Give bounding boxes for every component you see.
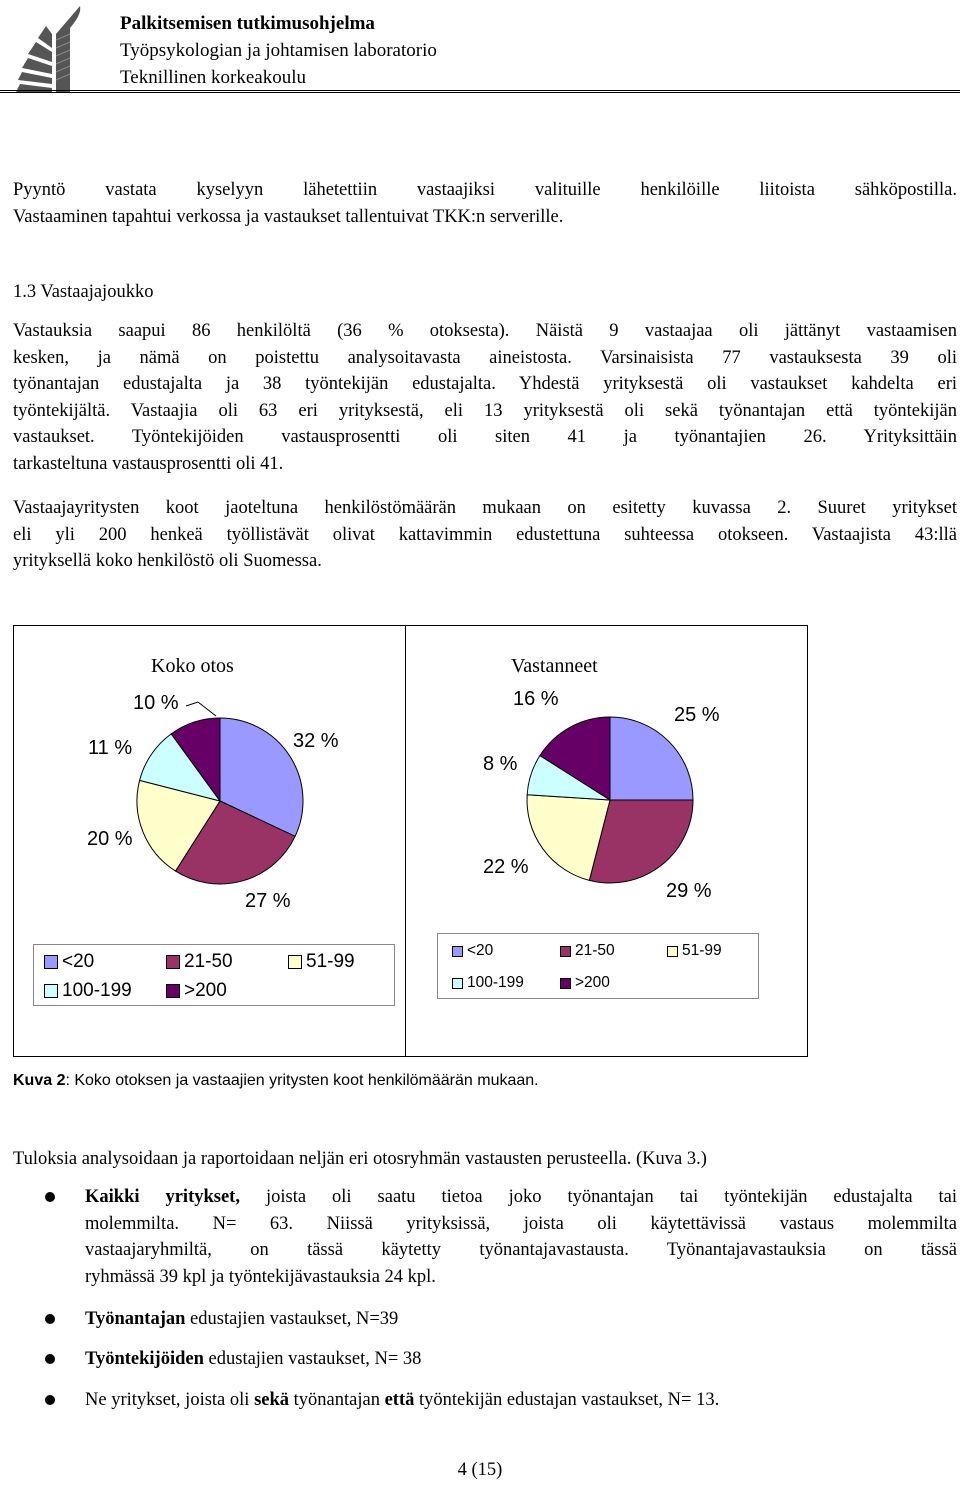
program-name: Palkitsemisen tutkimusohjelma (120, 13, 375, 34)
legend-item (452, 974, 524, 992)
pie-label: 20 % (87, 828, 133, 850)
legend-koko-otos (33, 944, 395, 1006)
legend-label: 21-50 (184, 951, 233, 972)
paragraph-company-sizes (13, 495, 957, 575)
bold-text: Työnantajan (85, 1309, 186, 1329)
paragraph-groups: Tuloksia analysoidaan ja raportoidaan neljän eri otosryhmän vastausten perusteella. (Kuva 3.) (13, 1149, 707, 1169)
pie-label: 22 % (483, 856, 529, 878)
bullet-marker (45, 1395, 55, 1405)
text-line: Pyyntö vastata kyselyyn lähetettiin vastaajiksi valituille henkilöille liitoista sähköpostilla. (13, 180, 957, 200)
bullet-item-all-companies (85, 1184, 957, 1290)
legend-item (166, 951, 233, 973)
text-line: tarkasteltuna vastausprosentti oli 41. (13, 453, 284, 474)
legend-item (560, 942, 615, 960)
bullet-item-employers (85, 1306, 957, 1333)
legend-item (44, 951, 94, 973)
bold-text: Työntekijöiden (85, 1349, 204, 1369)
intro-paragraph (13, 177, 957, 230)
bullet-marker (45, 1314, 55, 1324)
caption-text: : Koko otoksen ja vastaajien yritysten koot henkilömäärän mukaan. (65, 1072, 539, 1089)
caption-label: Kuva 2 (13, 1072, 66, 1089)
text-span: joista oli saatu tietoa joko työnantajan tai työntekijän edustajalta tai (239, 1187, 957, 1207)
text-span: Ne yritykset, joista oli (85, 1390, 255, 1410)
text-line: yrityksellä koko henkilöstö oli Suomessa. (13, 551, 322, 571)
text-span: edustajien vastaukset, N=39 (185, 1309, 399, 1329)
text-line: ryhmässä 39 kpl ja työntekijävastauksia 24 kpl. (85, 1266, 436, 1287)
legend-item (452, 942, 493, 960)
legend-label: 51-99 (306, 951, 355, 972)
text-line: Vastaajayritysten koot jaoteltuna henkilöstömäärän mukaan on esitetty kuvassa 2. Suuret yritykset (13, 498, 957, 518)
pie-chart-koko-otos (120, 700, 320, 900)
legend-label: 100-199 (467, 974, 524, 991)
text-line: kesken, ja nämä on poistettu analysoitavasta aineistosta. Varsinaisista 77 vastauksesta 39 oli (13, 347, 957, 368)
text-line: molemmilta. N= 63. Niissä yrityksissä, joista oli käytettävissä vastaus molemmilta (85, 1213, 957, 1234)
pie-label: 29 % (666, 880, 712, 902)
text-line: vastaajaryhmiltä, on tässä käytetty työnantajavastausta. Työnantajavastauksia on tässä (85, 1240, 957, 1260)
text-span: työnantajan (289, 1390, 385, 1410)
legend-item (560, 974, 610, 992)
chart-title-vastanneet: Vastanneet (511, 655, 598, 677)
text-span: edustajien vastaukset, N= 38 (203, 1349, 422, 1369)
legend-label: <20 (467, 942, 494, 959)
legend-label: >200 (184, 980, 227, 1001)
tkk-logo-icon (12, 4, 84, 94)
bullet-item-employees (85, 1346, 957, 1373)
chart-title-koko-otos: Koko otos (151, 655, 234, 677)
legend-item (667, 942, 722, 960)
page-number: 4 (15) (457, 1460, 503, 1480)
text-line: Vastaaminen tapahtui verkossa ja vastaukset tallentuivat TKK:n serverille. (13, 206, 564, 227)
legend-label: >200 (575, 974, 610, 991)
bullet-item-both (85, 1387, 957, 1414)
bold-text: Kaikki yritykset, (85, 1187, 240, 1207)
figure-caption (13, 1072, 539, 1090)
text-span: työntekijän edustajan vastaukset, N= 13. (414, 1390, 720, 1410)
paragraph-respondents (13, 318, 957, 477)
pie-label: 8 % (483, 753, 518, 775)
bold-text: että (384, 1390, 415, 1410)
legend-item (288, 951, 355, 973)
bold-text: sekä (254, 1390, 290, 1410)
pie-label: 27 % (245, 890, 291, 912)
pie-label: 10 % (133, 692, 179, 714)
leader-line (198, 702, 216, 716)
bullet-marker (45, 1354, 55, 1364)
legend-label: 21-50 (575, 942, 615, 959)
document-header (120, 10, 437, 91)
text-line: eli yli 200 henkeä työllistävät olivat kattavimmin edustettuna suhteessa otokseen. Vastaajista 43:llä (13, 524, 957, 545)
pie-label: 32 % (293, 730, 339, 752)
legend-vastanneet (437, 933, 759, 999)
pie-slice-20 (610, 717, 693, 800)
legend-label: <20 (62, 951, 95, 972)
text-line (85, 1184, 957, 1211)
pie-label: 11 % (88, 737, 133, 759)
text-line: työnantajan edustajalta ja 38 työntekijän edustajalta. Yhdestä yrityksestä oli vastaukset kahdelta eri (13, 374, 957, 394)
legend-label: 51-99 (682, 942, 722, 959)
header-divider (0, 90, 960, 93)
legend-item (166, 980, 227, 1002)
university-name: Teknillinen korkeakoulu (120, 67, 306, 88)
legend-label: 100-199 (62, 980, 132, 1001)
bullet-marker (45, 1192, 55, 1202)
pie-label: 25 % (674, 704, 720, 726)
lab-name: Työpsykologian ja johtamisen laboratorio (120, 40, 437, 61)
text-line: vastaukset. Työntekijöiden vastausprosentti oli siten 41 ja työnantajien 26. Yrityksittäin (13, 427, 957, 447)
leader-line (186, 702, 198, 706)
section-heading: 1.3 Vastaajajoukko (13, 282, 154, 302)
legend-item (44, 980, 132, 1002)
text-line: työntekijältä. Vastaajia oli 63 eri yrityksestä, eli 13 yrityksestä oli sekä työnantajan että työntekijän (13, 400, 957, 421)
pie-label: 16 % (513, 688, 559, 710)
text-line: Vastauksia saapui 86 henkilöltä (36 % otoksesta). Näistä 9 vastaajaa oli jättänyt vastaamisen (13, 321, 957, 341)
